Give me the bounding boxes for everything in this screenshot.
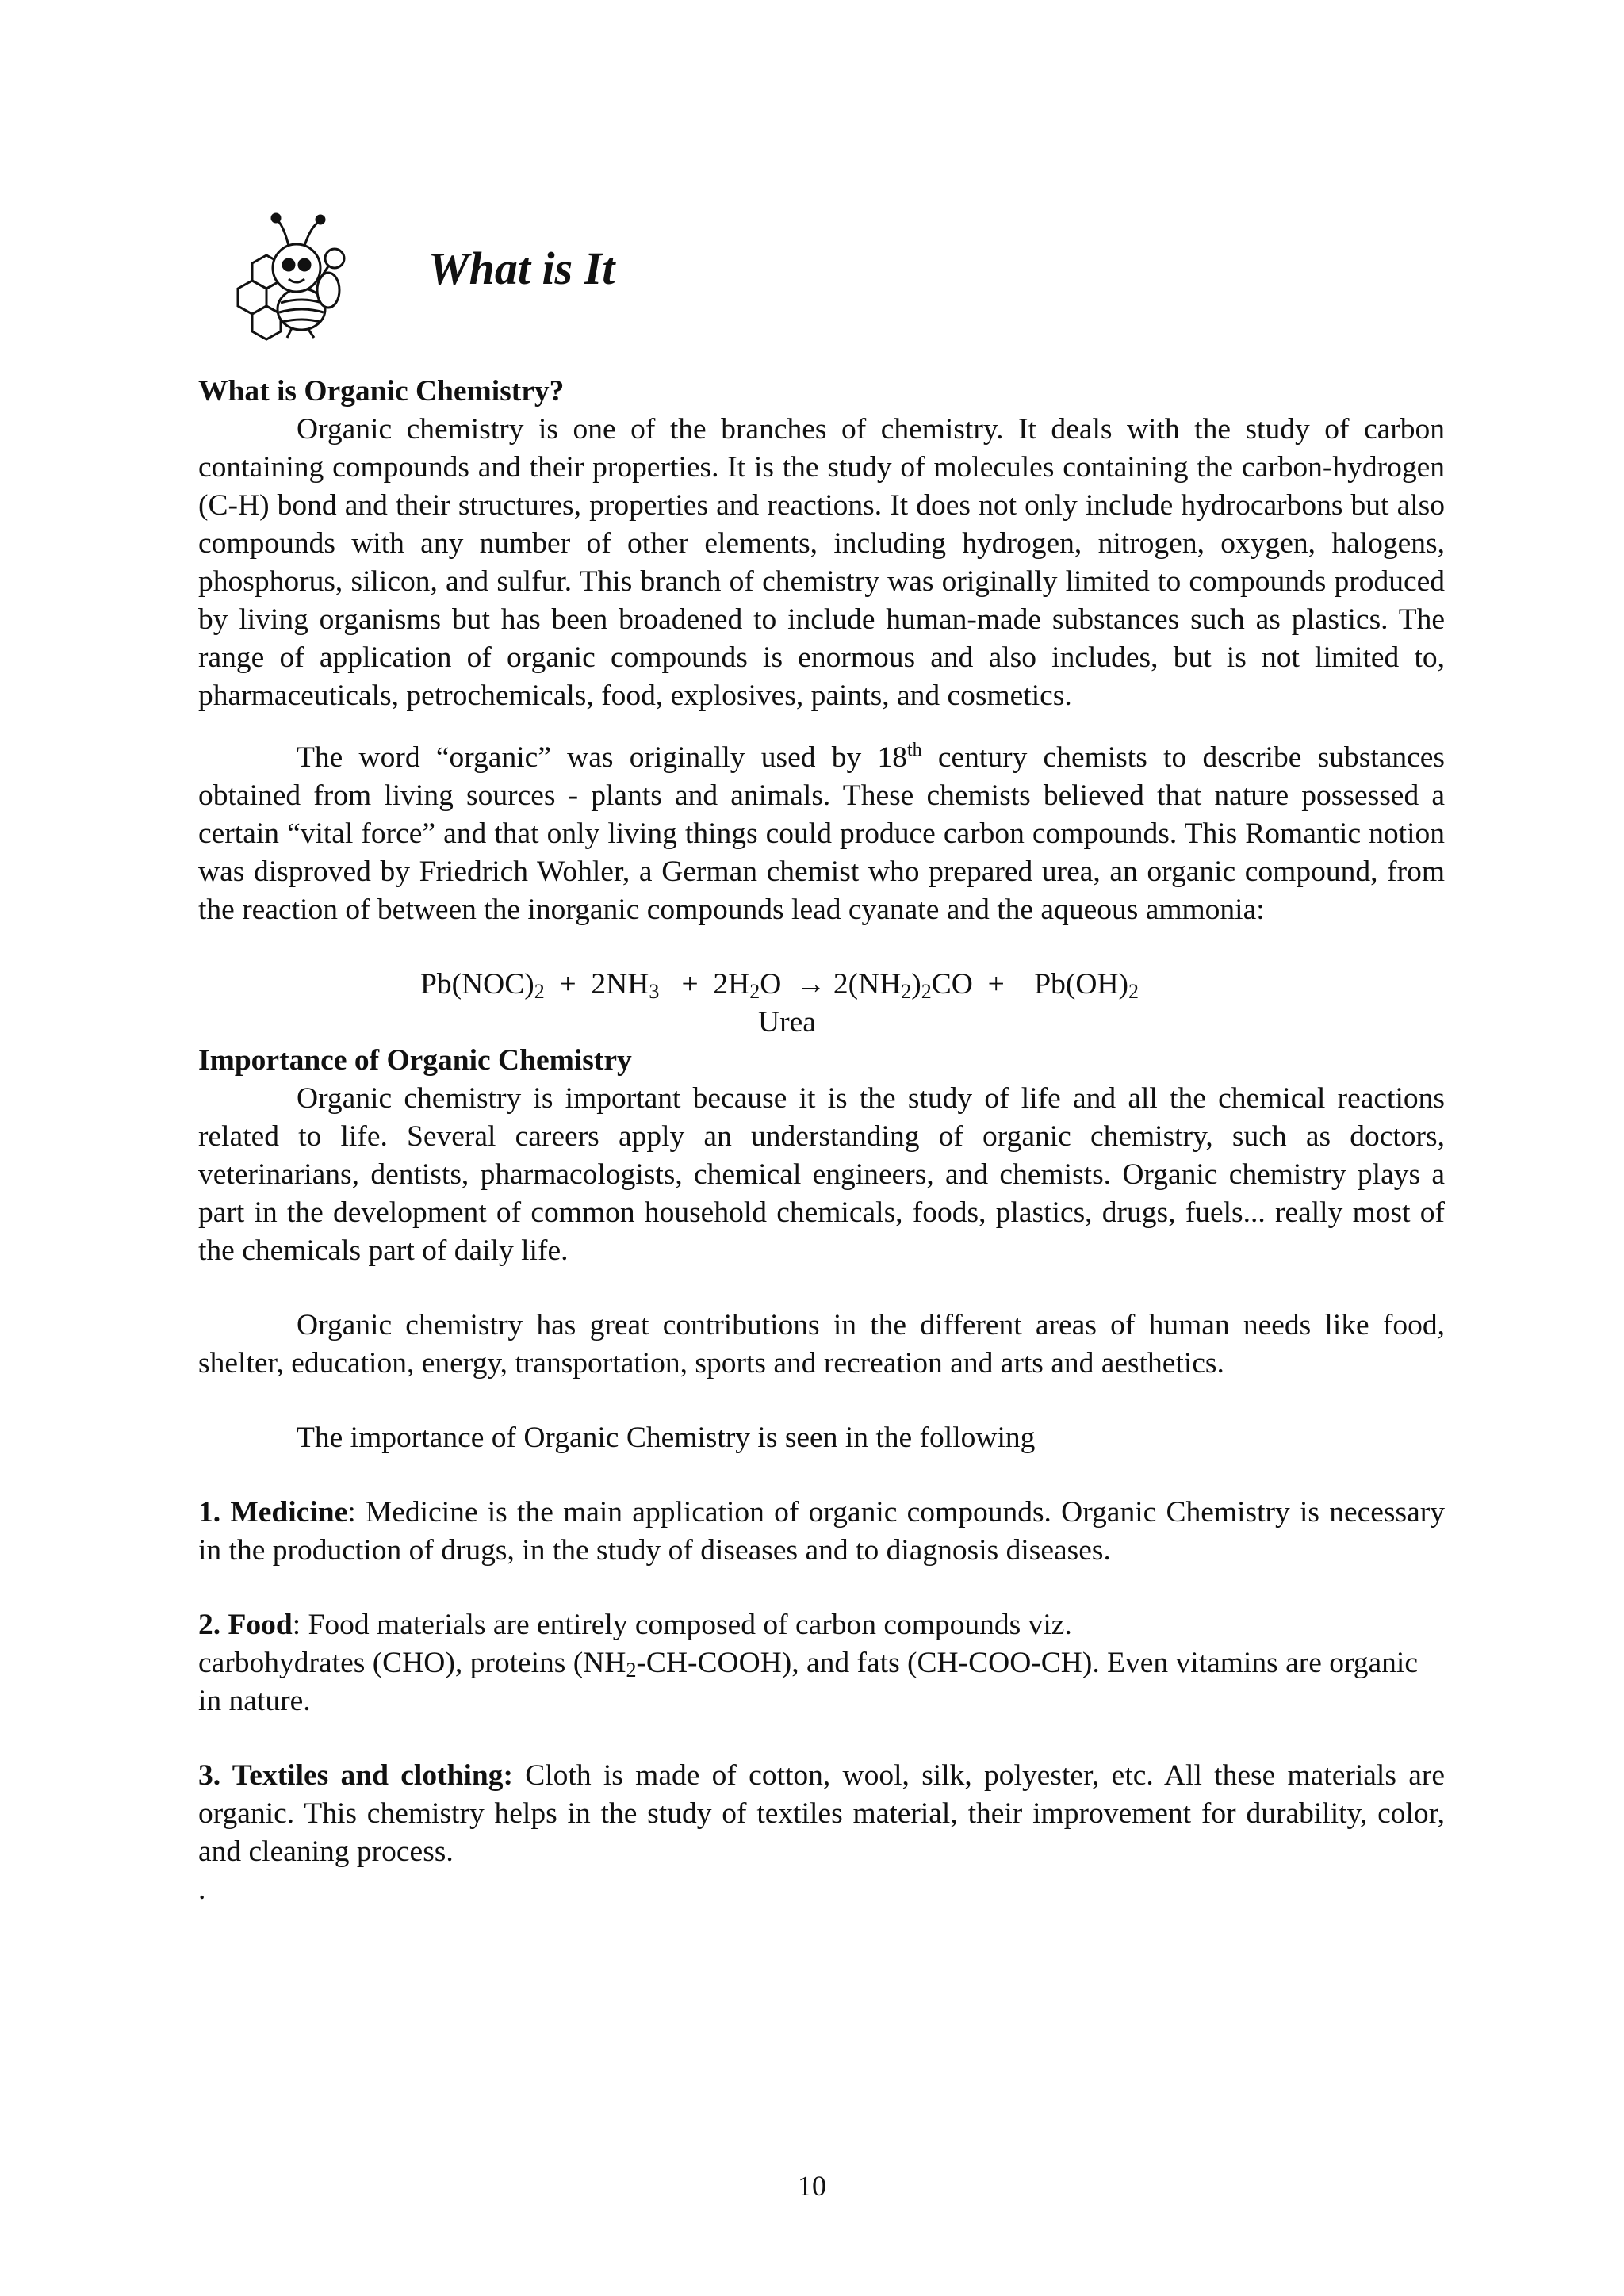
food-lead: 2. Food [198,1609,293,1641]
eq-term: CO + Pb(OH) [931,968,1129,1001]
eq-subscript: 2 [921,980,932,1003]
textiles-lead: 3. Textiles and clothing: [198,1759,513,1792]
eq-term: + 2H [659,968,750,1001]
eq-subscript: 2 [1128,980,1139,1003]
paragraph-intro-list: The importance of Organic Chemistry is seen in the following [297,1422,1036,1454]
eq-subscript: 2 [534,980,545,1003]
medicine-text: : Medicine is the main application of organic compounds. Organic Chemistry is necessary in the production of drugs, in the study of diseases and to diagnosis diseases. [198,1496,1445,1567]
history-text-b: century chemists to describe substances obtained from living sources - plants and animals. These chemists believed that nature possessed a certain “vital force” and that only living things could produce carbon compounds. This Romantic notion was disproved by Friedrich Wohler, a German chemist who prepared urea, an organic compound, from the reaction of between the inorganic compounds lead cyanate and the aqueous ammonia: [198,741,1445,926]
food-text-1: : Food materials are entirely composed of carbon compounds viz. [292,1609,1072,1641]
page-number: 10 [798,2170,826,2202]
eq-term: O → 2(NH [760,968,902,1001]
food-text-2: carbohydrates (CHO), proteins (NH [198,1647,626,1679]
equation-label-urea: Urea [758,1006,816,1039]
eq-subscript: 3 [649,980,660,1003]
eq-subscript: 2 [749,980,760,1003]
eq-term: ) [911,968,921,1001]
heading-importance: Importance of Organic Chemistry [198,1044,632,1077]
eq-subscript: 2 [901,980,912,1003]
paragraph-definition: Organic chemistry is one of the branches of chemistry. It deals with the study of carbon containing compounds and their properties. It is the study of molecules containing the carbon-hydrogen (C-H) bond and their structures, properties and reactions. It does not only include hydrocarbons but also compounds with any number of other elements, including hydrogen, nitrogen, oxygen, halogens, phosphorus, silicon, and sulfur. This branch of chemistry was originally limited to compounds produced by living organisms but has been broadened to include human-made substances such as plastics. The range of application of organic compounds is enormous and also includes, but is not limited to, pharmaceuticals, petrochemicals, food, explosives, paints, and cosmetics. [198,413,1445,712]
food-text-3: -CH-COOH), and fats (CH-COO-CH). Even vitamins are organic in nature. [198,1647,1418,1717]
history-text-a: The word “organic” was originally used by 18 [297,741,907,774]
list-item-food [198,1606,1445,1720]
list-item-textiles [198,1757,1445,1871]
list-item-medicine [198,1494,1445,1570]
trailing-dot: . [198,1873,206,1906]
bee-with-magnifier-icon [228,208,355,341]
paragraph-history [198,739,1445,929]
section-title: What is It [428,243,615,294]
main-content [198,373,1445,1909]
eq-term: + 2NH [544,968,649,1001]
paragraph-importance: Organic chemistry is important because it is the study of life and all the chemical reactions related to life. Several careers apply an understanding of organic chemistry, such as doctors, veterinarians, dentists, pharmacologists, chemical engineers, and chemists. Organic chemistry plays a part in the development of common household chemicals, foods, plastics, drugs, fuels... really most of the chemicals part of daily life. [198,1082,1445,1267]
urea-equation [198,966,1445,1042]
textiles-text: Cloth is made of cotton, wool, silk, polyester, etc. All these materials are organic. This chemistry helps in the study of textiles material, their improvement for durability, color, and cleaning process. [198,1759,1445,1868]
heading-what-is-organic-chemistry: What is Organic Chemistry? [198,375,565,408]
equation-line [420,966,1139,1004]
paragraph-contributions: Organic chemistry has great contributions in the different areas of human needs like food, shelter, education, energy, transportation, sports and recreation and arts and aesthetics. [198,1309,1445,1380]
eq-term: Pb(NOC) [420,968,534,1001]
ordinal-suffix: th [906,740,922,760]
medicine-lead: 1. Medicine [198,1496,348,1529]
food-subscript: 2 [626,1659,637,1682]
